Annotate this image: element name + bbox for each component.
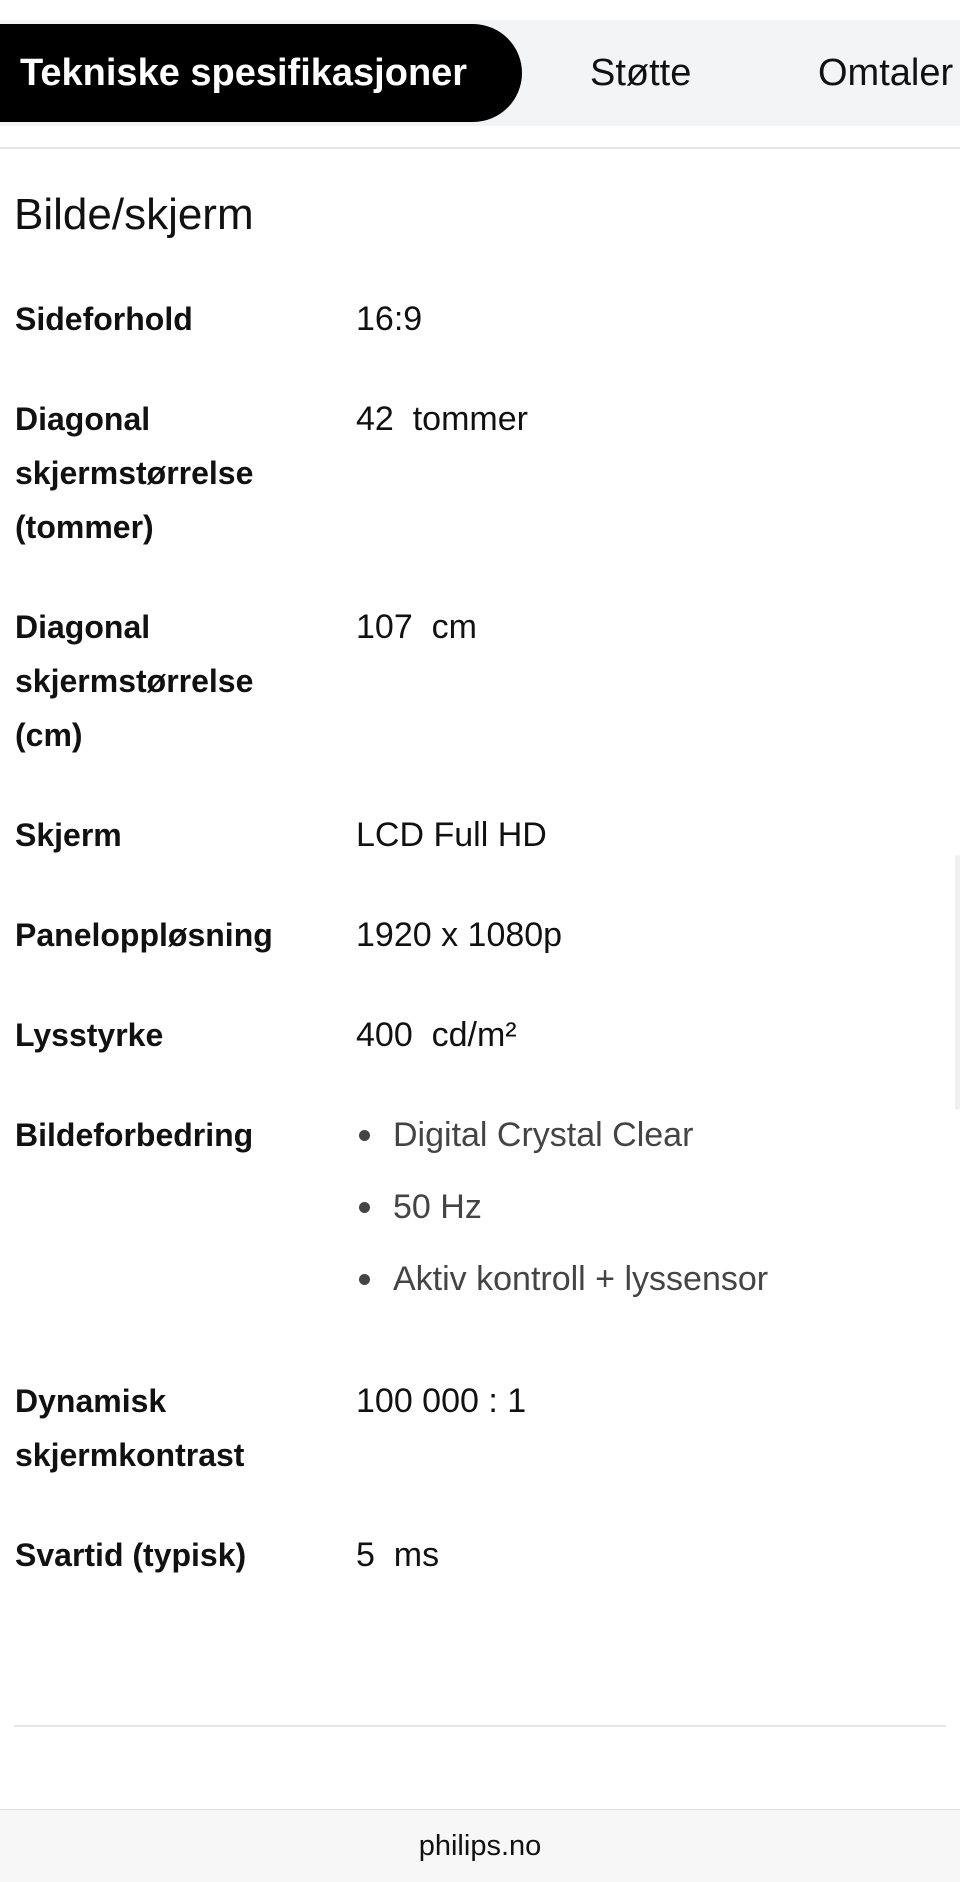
section-divider	[14, 1725, 946, 1727]
spec-row-dynamic-contrast	[0, 1374, 960, 1482]
list-item: 50 Hz	[356, 1180, 768, 1234]
spec-label: Skjerm	[15, 817, 122, 853]
browser-address-bar[interactable]	[0, 1809, 960, 1882]
tab-reviews[interactable]: Omtaler	[818, 51, 954, 94]
spec-value: 5 ms	[356, 1536, 440, 1574]
spec-label: Diagonal skjermstørrelse (cm)	[15, 609, 254, 753]
spec-label: Paneloppløsning	[15, 917, 273, 953]
tab-technical-specifications[interactable]: Tekniske spesifikasjoner	[0, 24, 522, 122]
tab-support[interactable]: Støtte	[590, 51, 692, 94]
spec-label: Bildeforbedring	[15, 1117, 254, 1153]
spec-row-panel-resolution	[0, 908, 960, 962]
scrollbar[interactable]	[955, 855, 960, 1110]
spec-label: Diagonal skjermstørrelse (tommer)	[15, 401, 254, 545]
spec-row-diagonal-inches	[0, 392, 960, 554]
spec-list	[0, 292, 960, 1628]
spec-value: 16:9	[356, 300, 423, 338]
spec-value: 400 cd/m²	[356, 1016, 517, 1054]
tab-divider	[0, 147, 960, 149]
bullet-dot-icon	[359, 1274, 370, 1285]
spec-row-diagonal-cm	[0, 600, 960, 762]
bullet-dot-icon	[359, 1202, 370, 1213]
spec-bullet-list	[356, 1108, 768, 1324]
spec-label: Dynamisk skjermkontrast	[15, 1383, 245, 1473]
spec-label: Svartid (typisk)	[15, 1537, 247, 1573]
spec-label: Lysstyrke	[15, 1017, 164, 1053]
spec-value: 107 cm	[356, 608, 477, 646]
spec-row-aspect-ratio	[0, 292, 960, 346]
spec-value: 100 000 : 1	[356, 1382, 527, 1420]
spec-value: 1920 x 1080p	[356, 916, 563, 954]
spec-label: Sideforhold	[15, 301, 193, 337]
spec-value: 42 tommer	[356, 400, 528, 438]
spec-row-display	[0, 808, 960, 862]
list-item: Aktiv kontroll + lyssensor	[356, 1252, 768, 1306]
list-item: Digital Crystal Clear	[356, 1108, 768, 1162]
spec-row-brightness	[0, 1008, 960, 1062]
bullet-dot-icon	[359, 1130, 370, 1141]
spec-row-picture-enhancement	[0, 1108, 960, 1324]
spec-value: LCD Full HD	[356, 816, 547, 854]
spec-tab-bar	[0, 20, 960, 126]
section-title: Bilde/skjerm	[14, 190, 254, 239]
spec-row-response-time	[0, 1528, 960, 1582]
url-text: philips.no	[418, 1829, 542, 1862]
